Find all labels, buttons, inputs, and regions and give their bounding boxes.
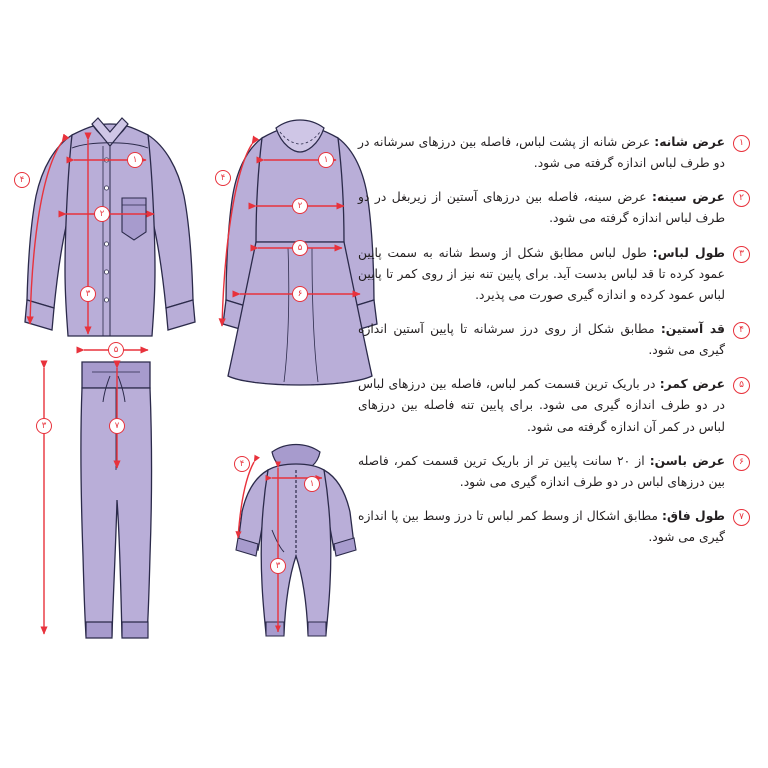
marker-dress-2: ۲ (292, 198, 308, 214)
legend-text-5 (358, 374, 725, 437)
legend-term-2: عرض سینه: (652, 190, 725, 205)
legend-badge-6: ۶ (733, 454, 750, 471)
legend-item-3 (358, 243, 750, 306)
shirt-figure (25, 118, 195, 336)
legend-body-3: طول لباس مطابق شکل از وسط شانه به سمت پایین عمود کرده تا قد لباس بدست آید. برای پایین تنه نیز از روی کمر تا پایین لباس عمود کرده و اندازه گیری صورت می پذیرد. (358, 245, 725, 302)
legend-badge-2: ۲ (733, 190, 750, 207)
marker-pants-7: ۷ (109, 418, 125, 434)
marker-dress-6: ۶ (292, 286, 308, 302)
legend-item-5 (358, 374, 750, 437)
marker-jumpsuit-1: ۱ (304, 476, 320, 492)
legend-term-4: قد آستین: (660, 321, 725, 336)
marker-dress-4: ۴ (215, 170, 231, 186)
legend-body-6: از ۲۰ سانت پایین تر از باریک ترین قسمت کمر، فاصله بین درزهای لباس در دو طرف اندازه گیری می شود. (358, 453, 725, 489)
marker-shirt-1: ۱ (127, 152, 143, 168)
marker-dress-5: ۵ (292, 240, 308, 256)
legend-text-1 (358, 132, 725, 174)
legend-item-2 (358, 187, 750, 229)
legend-item-7 (358, 506, 750, 548)
legend-term-6: عرض باسن: (649, 453, 725, 468)
legend-badge-1: ۱ (733, 135, 750, 152)
legend-item-4 (358, 319, 750, 361)
legend-body-1: عرض شانه از پشت لباس، فاصله بین درزهای سرشانه در دو طرف لباس اندازه گرفته می شود. (358, 135, 725, 171)
legend-body-4: مطابق شکل از روی درز سرشانه تا پایین آستین اندازه گیری می شود. (358, 321, 725, 358)
jumpsuit-figure (236, 445, 356, 637)
pants-figure (44, 350, 152, 638)
marker-pants-3: ۳ (36, 418, 52, 434)
legend-term-3: طول لباس: (652, 245, 725, 260)
marker-dress-1: ۱ (318, 152, 334, 168)
legend-body-5: در باریک ترین قسمت کمر لباس، فاصله بین درزهای لباس در دو طرف اندازه گیری می شود. برای پایین تنه فاصله بین درزهای لباس در کمر آن اندازه گرفته می شود. (358, 377, 725, 434)
marker-shirt-3: ۳ (80, 286, 96, 302)
legend-text-2 (358, 187, 725, 229)
measurement-legend (358, 132, 750, 561)
marker-shirt-2: ۲ (94, 206, 110, 222)
marker-shirt-4: ۴ (14, 172, 30, 188)
legend-term-5: عرض کمر: (659, 377, 725, 392)
legend-item-6 (358, 451, 750, 493)
legend-text-6 (358, 451, 725, 493)
legend-badge-3: ۳ (733, 246, 750, 263)
legend-item-1 (358, 132, 750, 174)
legend-text-7 (358, 506, 725, 548)
legend-body-7: مطابق اشکال از وسط کمر لباس تا درز وسط بین پا اندازه گیری می شود. (358, 508, 725, 545)
marker-jumpsuit-4: ۴ (234, 456, 250, 472)
legend-badge-4: ۴ (733, 322, 750, 339)
legend-body-2: عرض سینه، فاصله بین درزهای آستین از زیربغل در دو طرف لباس اندازه گرفته می شود. (358, 190, 725, 226)
legend-text-4 (358, 319, 725, 361)
legend-term-7: طول فاق: (662, 508, 725, 523)
legend-text-3 (358, 243, 725, 306)
marker-pants-5: ۵ (108, 342, 124, 358)
marker-jumpsuit-3: ۳ (270, 558, 286, 574)
legend-term-1: عرض شانه: (654, 135, 725, 149)
legend-badge-5: ۵ (733, 377, 750, 394)
legend-badge-7: ۷ (733, 509, 750, 526)
